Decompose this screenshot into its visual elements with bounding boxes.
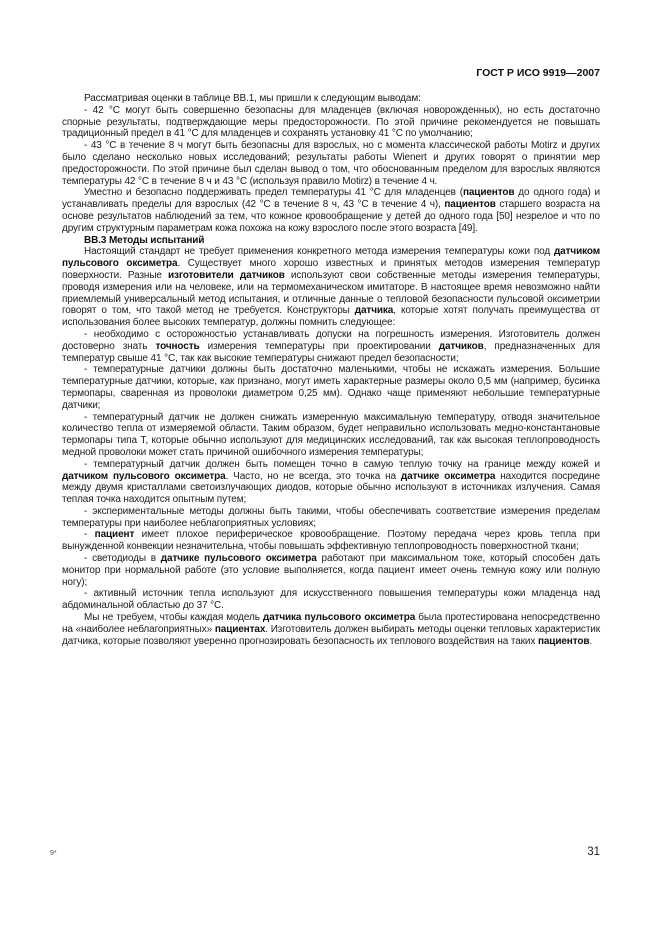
para-active-heat-source: [62, 588, 600, 612]
text-run: , которые хотят получать преимущества от использования более высоких температур, должны помнить следующее:: [62, 305, 600, 329]
para-patient-circulation: [62, 529, 600, 553]
bold-term: изготовители датчиков: [168, 269, 285, 281]
text-run: - активный источник тепла используют для искусственного повышения температуры кожи младенца над абдоминальной областью до 37 °С.: [62, 588, 600, 612]
bold-term: точность: [155, 340, 200, 352]
bold-term: датчика пульсового оксиметра: [262, 612, 416, 624]
text-run: Уместно и безопасно поддерживать предел температуры 41 °С для младенцев (: [84, 187, 463, 199]
text-run: - светодиоды в: [84, 553, 161, 565]
signature-mark: 9*: [50, 850, 57, 857]
text-run: .: [589, 635, 593, 647]
text-run: - 42 °С могут быть совершенно безопасны для младенцев (включая новорожденных), но есть достаточно спорные результаты, подтверждающие меры предосторожности. По этой причине рекомендуется не повышать традиционный предел в 41 °С для младенцев и сохранять установку 41 °С по умолчанию;: [62, 104, 600, 140]
bold-term: датчиком пульсового оксиметра: [62, 470, 226, 482]
bold-term: датчиком пульсового оксиметра: [62, 246, 600, 270]
text-run: имеет плохое периферическое кровообращение. Поэтому передача через кровь тепла при вынужденной конвекции незначительна, чтобы повышать эффективную теплопроводность поверхностной ткани;: [62, 529, 600, 553]
bold-term: пациентов: [462, 187, 515, 199]
text-run: - экспериментальные методы должны быть такими, чтобы обеспечивать соответствие измерения пределам температуры при наиболее неблагоприятных условиях;: [62, 505, 600, 529]
para-limit-42: [62, 105, 600, 140]
para-leds: [62, 553, 600, 588]
bold-term: датчика: [354, 305, 394, 317]
text-run: - температурные датчики должны быть достаточно маленькими, чтобы не искажать измерения. Большие температурные датчики, которые, как признано, могут иметь характерные размеры около 0,5 мм (например, бусинка термопары, сваренная из проволоки диаметром 0,25 мм). Однако чаще применяют небольшие температурные датчики;: [62, 364, 600, 411]
bold-term: пациентах: [214, 623, 266, 635]
para-accuracy: [62, 329, 600, 364]
para-limits-summary: [62, 187, 600, 234]
bold-term: пациентов: [537, 635, 590, 647]
para-sensor-size: [62, 364, 600, 411]
para-test-methods: [62, 246, 600, 329]
text-run: используют свои собственные методы измерения температуры, проводя измерения или на человеке, или на термомеханическом имитаторе. В настоящее время невозможно найти приемлемый универсальный метод испытания, и отличные данные о тепловой безопасности пульсовой оксиметрии говорят о том, что такой метод не требуется. Конструкторы: [62, 269, 600, 317]
text-run: - температурный датчик не должен снижать измеренную максимальную температуру, отводя значительное количество тепла от измеряемой области. Таким образом, будет неправильно использовать медно-константановые термопары типа Т, которые обычно используют для медицинских исследований, так как высокая теплопроводность медной проволоки может стать причиной ошибочного измерения температуры;: [62, 411, 600, 458]
document-header: [62, 67, 600, 79]
bold-term: датчиков: [438, 340, 484, 352]
text-run: . Изготовитель должен выбирать методы оценки тепловых характеристик датчика, которые позволяют уверенно прогнозировать безопасность их теплового воздействия на таких: [62, 623, 600, 647]
text-run: до одного года) и устанавливать пределы для взрослых (42 °С в течение 8 ч, 43 °С в течение 4 ч),: [62, 187, 601, 211]
text-run: , предназначенных для температур свыше 41 °С, так как высокие температуры снижают предел безопасности;: [62, 340, 601, 364]
bold-term: датчике пульсового оксиметра: [160, 553, 317, 565]
para-heat-removal: [62, 412, 600, 459]
text-run: ВВ.3 Методы испытаний: [84, 234, 205, 246]
text-run: . Часто, но не всегда, это точка на: [225, 470, 401, 482]
document-body: [62, 93, 600, 647]
heading-bb3: [62, 235, 600, 247]
text-run: работают при максимальном токе, который способен дать монитор при нормальной работе (это условие выполняется, когда пациент имеет очень темную кожу или полную ногу);: [62, 553, 600, 588]
document-footer: [0, 846, 662, 866]
document-number: ГОСТ Р ИСО 9919—2007: [476, 67, 600, 79]
text-run: была протестирована непосредственно на «наиболее неблагоприятных»: [62, 612, 601, 635]
text-run: находится посредине между двумя кристаллами светоизлучающих диодов, которые обычно используют в источниках излучения. Самая теплая точка находится опытным путем;: [62, 470, 600, 506]
text-run: - необходимо с осторожностью устанавливать допуски на погрешность измерения. Изготовитель должен достоверно знать: [62, 328, 600, 352]
para-conclusion: [62, 612, 600, 647]
text-run: -: [84, 529, 95, 541]
text-run: . Существует много хорошо известных и принятых методов измерения температур поверхности. Разные: [62, 258, 600, 281]
bold-term: пациент: [94, 529, 135, 541]
text-run: Мы не требуем, чтобы каждая модель: [84, 612, 263, 624]
para-hot-spot: [62, 459, 600, 506]
text-run: - 43 °С в течение 8 ч могут быть безопасны для взрослых, но с момента классической работы Motirz и других было сделано несколько новых исследований; результаты работы Wienert и других говорят о принятии мер предосторожности. По этой причине был сделан вывод о том, что обоснованным пределом для взрослых являются температуры 42 °С в течение 8 ч и 43 °С (используя правило Motirz) в течение 4 ч.: [62, 140, 600, 187]
para-limit-43: [62, 140, 600, 187]
text-run: измерения температуры при проектировании: [199, 340, 439, 352]
page-number: 31: [587, 846, 600, 858]
text-run: старшего возраста на основе результатов наблюдений за тем, что кожное кровообращение у детей до одного года [50] незрелое и что по другим структурным параметрам кожа похожа на кожу взрослого после этого возраста [49].: [62, 199, 600, 234]
text-run: Рассматривая оценки в таблице ВВ.1, мы пришли к следующим выводам:: [84, 93, 421, 104]
text-run: Настоящий стандарт не требует применения конкретного метода измерения температуры кожи под: [84, 246, 554, 258]
bold-term: пациентов: [444, 199, 496, 211]
para-experimental-methods: [62, 506, 600, 530]
text-run: - температурный датчик должен быть помещен точно в самую теплую точку на границе между кожей и: [84, 458, 600, 470]
para-intro: [62, 93, 600, 105]
bold-term: датчике оксиметра: [400, 470, 496, 482]
